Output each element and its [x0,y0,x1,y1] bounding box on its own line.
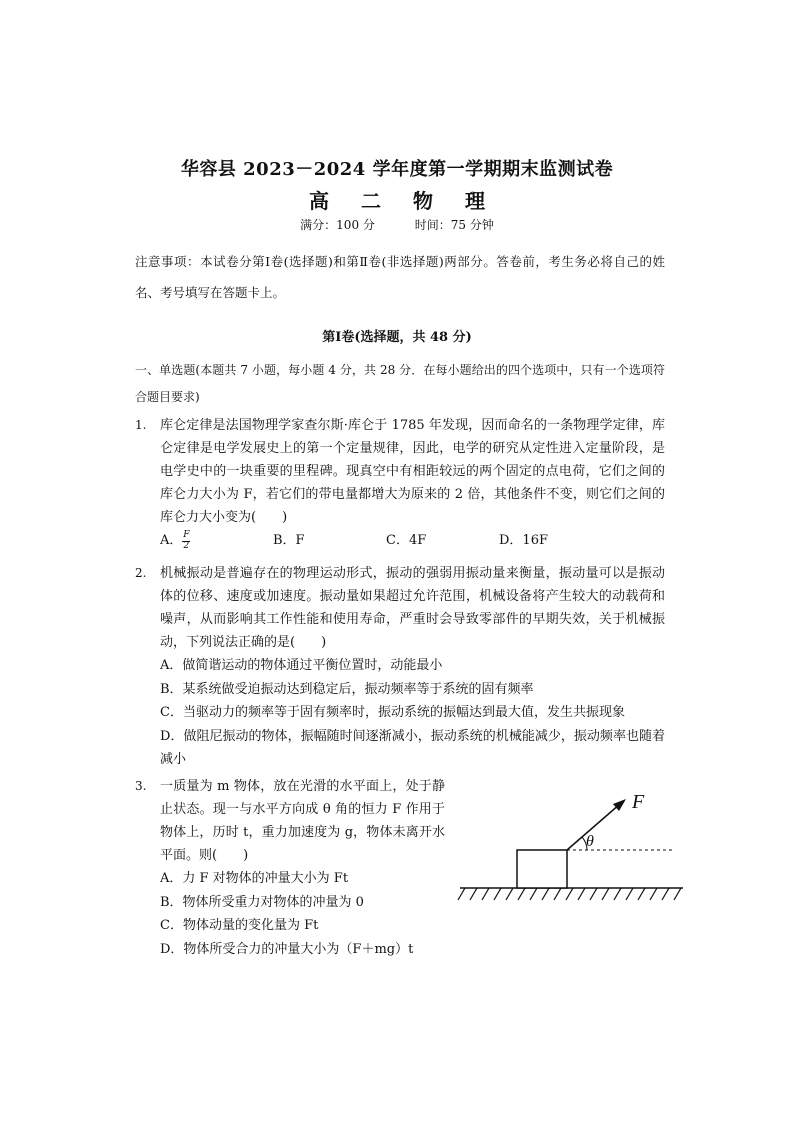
options-list [160,654,665,772]
question-number: 2. [135,566,147,580]
option-d: D．物体所受合力的冲量大小为（F＋mg）t [160,941,414,957]
option-c: C．4F [386,533,427,548]
notice-text: 注意事项：本试卷分第Ⅰ卷(选择题)和第Ⅱ卷(非选择题)两部分。答卷前，考生务必将自己的姓名、考号填写在答题卡上。 [135,254,665,300]
option-b: B．某系统做受迫振动达到稳定后，振动频率等于系统的固有频率 [160,681,534,697]
fraction-f-over-2 [182,531,190,551]
subject-char: 高 [309,189,329,213]
fraction-numerator: F [183,529,190,540]
force-label: F [632,791,645,813]
block [517,850,567,888]
subject-title [0,185,794,214]
option-d: D．16F [499,533,548,548]
option-c: C．物体动量的变化量为 Ft [160,918,319,933]
subject-char: 物 [413,189,433,213]
subject-char: 二 [361,189,381,213]
angle-label: θ [586,833,594,850]
option-a [160,529,273,553]
full-score: 满分：100 分 [300,218,375,232]
option-c: C．当驱动力的频率等于固有频率时，振动系统的振幅达到最大值，发生共振现象 [160,705,625,720]
option-b: B．F [273,533,305,548]
question-number: 3. [135,779,147,793]
question-stem: 机械振动是普遍存在的物理运动形式，振动的强弱用振动量来衡量，振动量可以是振动体的位移、速度或加速度。振动量如果超过允许范围，机械设备将产生较大的动载荷和噪声，从而影响其工作性能和使用寿命，严重时会导致零部件的早期失效，关于机械振动，下列说法正确的是( ) [160,566,665,650]
question-stem: 库仑定律是法国物理学家查尔斯·库仑于 1785 年发现，因而命名的一条物理学定律，库仑定律是电学发展史上的第一个定量规律，因此，电学的研究从定性进入定量阶段，是电学史中的一块重要的里程碑。现真空中有相距较远的两个固定的点电荷，它们之间的库仑力大小为 F，若它们的带电量都增大为原来的 2 倍，其他条件不变，则它们之间的库仑力大小变为( ) [160,418,665,525]
question-number: 1. [135,418,147,432]
option-b: B．物体所受重力对物体的冲量为 0 [160,894,364,910]
ground-hatching [458,888,681,900]
exam-title: 华容县 2023－2024 学年度第一学期期末监测试卷 [180,159,614,180]
part1-intro: 一、单选题(本题共 7 小题，每小题 4 分，共 28 分．在每小题给出的四个选项中，只有一个选项符合题目要求) [135,363,665,404]
exam-time: 时间：75 分钟 [414,218,494,232]
subject-char: 理 [465,189,485,213]
fraction-denominator: 2 [183,540,190,551]
score-time-line [0,216,794,233]
option-a-prefix: A． [160,533,183,548]
option-d: D．做阻尼振动的物体，振幅随时间逐渐减小，振动系统的机械能减少，振动频率也随着减小 [160,728,665,767]
question-stem: 一质量为 m 物体，放在光滑的水平面上，处于静止状态。现一与水平方向成 θ 角的恒力 F 作用于物体上，历时 t，重力加速度为 g，物体未离开水平面。则( ) [160,779,445,863]
options-row [160,529,665,553]
force-diagram [455,788,685,908]
option-a: A．力 F 对物体的冲量大小为 Ft [160,871,349,886]
option-a: A．做简谐运动的物体通过平衡位置时，动能最小 [160,658,443,673]
part1-title: 第Ⅰ卷(选择题，共 48 分) [322,330,472,345]
